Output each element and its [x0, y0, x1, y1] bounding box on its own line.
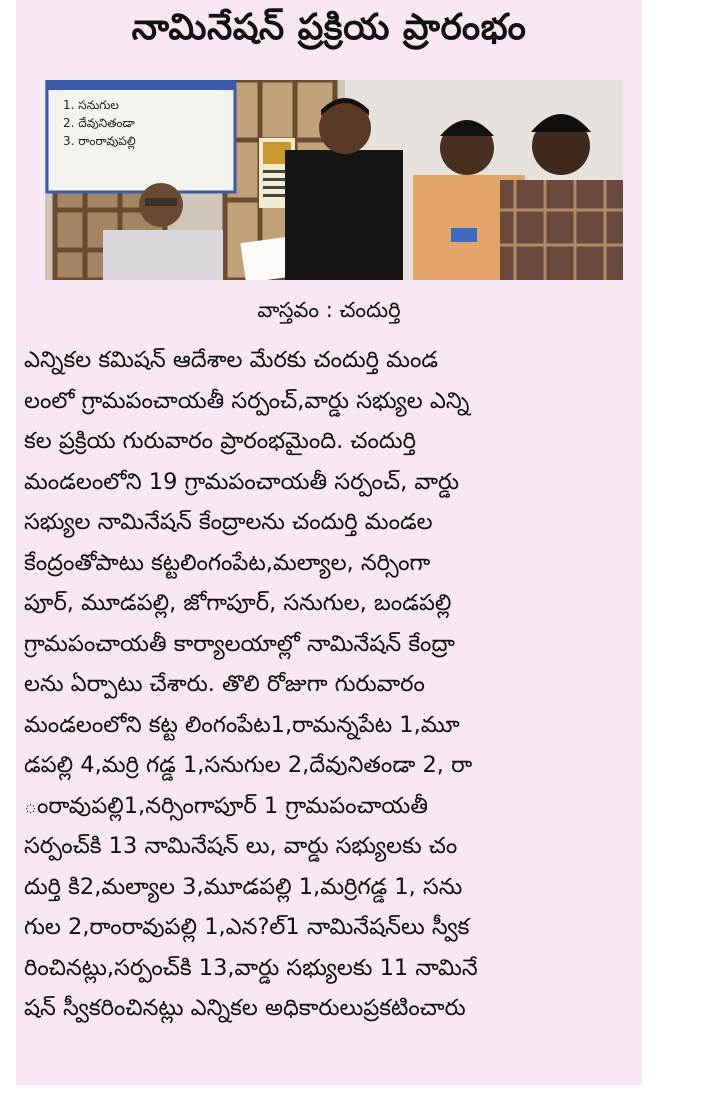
- article-line: దుర్తి కి2,మల్యాల 3,మూడపల్లి 1,మర్రిగడ్డ 1, సను: [24, 873, 463, 900]
- article-line: షన్ స్వీకరించినట్లు ఎన్నికల అధికారులుప్రకటించారు: [24, 995, 466, 1021]
- article-line: సభ్యుల నామినేషన్ కేంద్రాలను చందుర్తి మండల: [24, 509, 433, 535]
- article-line: గుల 2,రాంరావుపల్లి 1,ఎన?ల్1 నామినేషన్‌లు స్వీక: [24, 914, 470, 940]
- news-photo: [45, 80, 623, 280]
- article-line: మండలంలోని 19 గ్రామపంచాయతీ సర్పంచ్, వార్డు: [24, 468, 460, 495]
- wall-banner: [63, 96, 228, 150]
- article-line: లను ఏర్పాటు చేశారు. తొలి రోజుగా గురువారం: [24, 671, 425, 697]
- banner-line: 2. దేవునితండా: [63, 116, 135, 130]
- article-body: [24, 340, 638, 1029]
- headline: నామినేషన్ ప్రక్రియ ప్రారంభం: [131, 7, 527, 48]
- article-line: డపల్లి 4,మర్రి గడ్డ 1,సనుగుల 2,దేవునితండా 2, రా: [24, 752, 473, 778]
- article-line: కేంద్రంతోపాటు కట్టలింగంపేట,మల్యాల, నర్సింగా: [24, 549, 431, 576]
- article-line: లంలో గ్రామపంచాయతీ సర్పంచ్,వార్డు సభ్యుల ఎన్ని: [24, 387, 470, 414]
- article-line: మండలంలోని కట్ట లింగంపేట1,రామన్నపేట 1,మూ: [24, 711, 460, 738]
- article-line: సర్పంచ్‌కి 13 నామినేషన్ లు, వార్డు సభ్యులకు చం: [24, 833, 458, 859]
- article-line: ంరావుపల్లి1,నర్సింగాపూర్ 1 గ్రామపంచాయతీ: [24, 792, 428, 819]
- banner-line: 1. సనుగుల: [63, 98, 119, 112]
- article-line: ఎన్నికల కమిషన్ ఆదేశాల మేరకు చందుర్తి మండ: [24, 347, 439, 373]
- article-line: గ్రామపంచాయతీ కార్యాలయాల్లో నామినేషన్ కేంద్రా: [24, 630, 455, 657]
- banner-line: 3. రాంరావుపల్లి: [63, 134, 136, 148]
- newspaper-clipping: [16, 0, 642, 1085]
- page-margin: [0, 1085, 701, 1100]
- article-line: పూర్, మూడపల్లి, జోగాపూర్, సనుగుల, బండపల్లి: [24, 590, 452, 616]
- article-line: కల ప్రక్రియ గురువారం ప్రారంభమైంది. చందుర్తి: [24, 428, 416, 454]
- article-line: రించినట్లు,సర్పంచ్‌కి 13,వార్డు సభ్యులకు 11 నామినే: [24, 954, 478, 981]
- dateline: వాస్తవం : చందుర్తి: [257, 298, 401, 322]
